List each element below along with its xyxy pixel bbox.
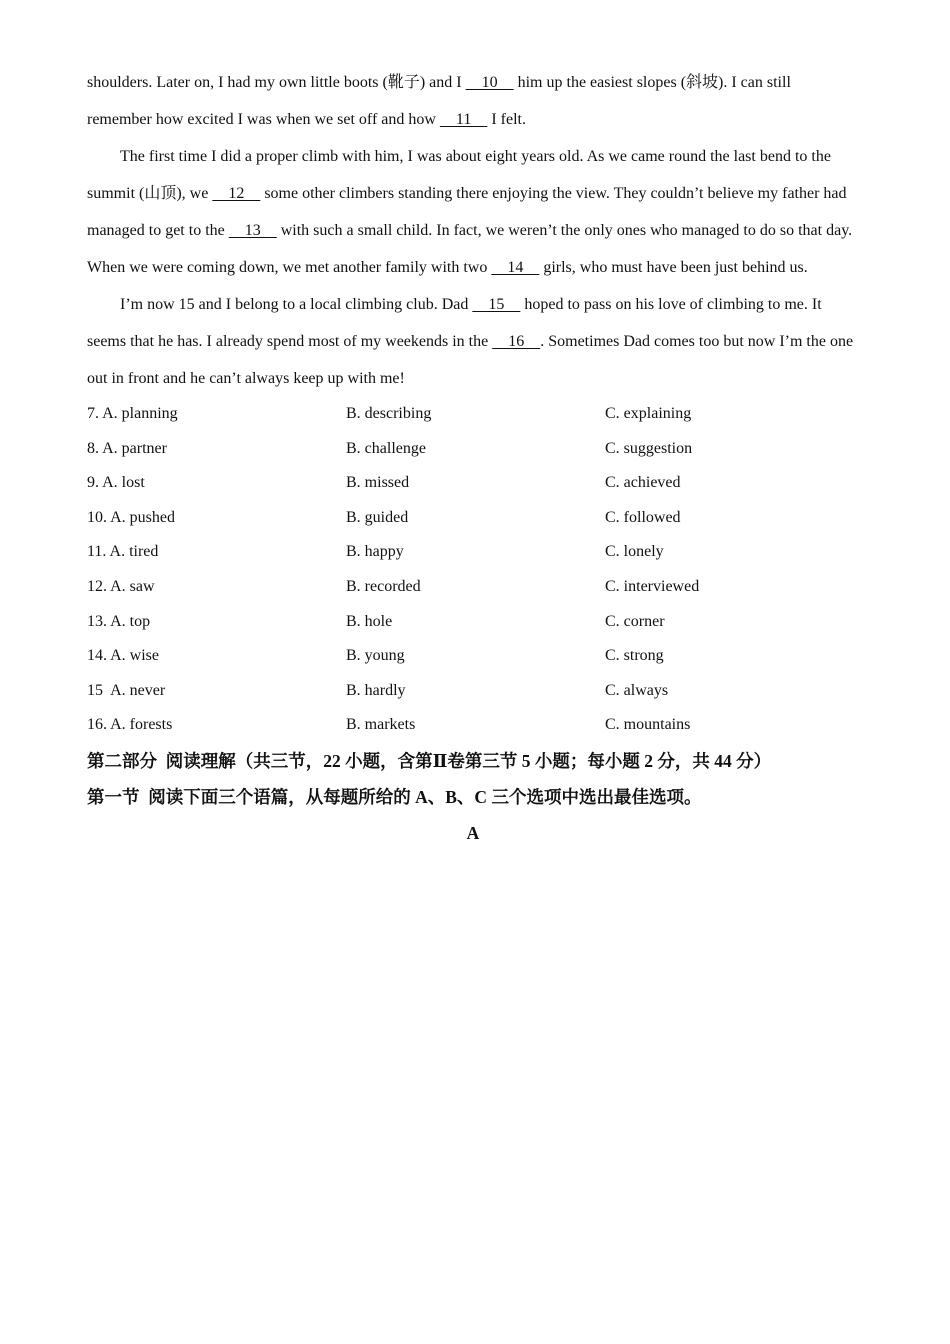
option-a: 8. A. partner bbox=[87, 439, 167, 457]
option-c: C. explaining bbox=[605, 405, 692, 422]
option-c: C. always bbox=[605, 681, 669, 699]
option-b: B. markets bbox=[346, 716, 416, 734]
option-a: 10. A. pushed bbox=[87, 508, 175, 526]
option-a: 16. A. forests bbox=[87, 716, 173, 734]
section-1-heading: 第一节 阅读下面三个语篇，从每题所给的 A、B、C 三个选项中选出最佳选项。 bbox=[87, 786, 702, 807]
option-a: 15 A. never bbox=[87, 681, 166, 699]
option-b: B. young bbox=[346, 647, 405, 665]
option-row-15 bbox=[87, 674, 859, 709]
option-c: C. achieved bbox=[605, 474, 681, 492]
option-c: C. lonely bbox=[605, 543, 664, 561]
blank-12: 12 bbox=[212, 185, 261, 202]
paragraph-3-text-1: I’m now 15 and I belong to a local climbing club. Dad bbox=[120, 296, 473, 313]
part-2-heading: 第二部分 阅读理解（共三节，22 小题，含第Ⅱ卷第三节 5 小题；每小题 2 分，共 44 分） bbox=[87, 750, 772, 771]
option-c: C. suggestion bbox=[605, 439, 693, 457]
option-b: B. describing bbox=[346, 405, 432, 422]
option-c: C. strong bbox=[605, 647, 664, 665]
option-b: B. recorded bbox=[346, 577, 421, 595]
blank-13: 13 bbox=[228, 222, 277, 239]
options-list bbox=[87, 397, 859, 743]
blank-16: 16 bbox=[492, 333, 541, 350]
option-row-7 bbox=[87, 397, 859, 432]
option-row-12 bbox=[87, 570, 859, 605]
option-b: B. missed bbox=[346, 474, 410, 492]
paragraph-1-text-1: shoulders. Later on, I had my own little boots (靴子) and I bbox=[87, 74, 466, 91]
option-c: C. mountains bbox=[605, 716, 691, 734]
option-row-16 bbox=[87, 708, 859, 743]
blank-15: 15 bbox=[472, 296, 521, 313]
paragraph-1-text-2: him up the easiest slopes (斜坡). I can still remember how excited I was when we set off and how bbox=[87, 74, 791, 128]
option-row-10 bbox=[87, 501, 859, 536]
option-b: B. hole bbox=[346, 612, 393, 630]
option-row-14 bbox=[87, 639, 859, 674]
option-a: 14. A. wise bbox=[87, 647, 159, 665]
paragraph-2-text-3: with such a small child. In fact, we weren’t the only ones who managed to do so that day. When we were coming down, we met another family with two bbox=[87, 222, 853, 276]
option-a: 13. A. top bbox=[87, 612, 151, 630]
option-c: C. interviewed bbox=[605, 577, 700, 595]
paragraph-3-text-3: . Sometimes Dad comes too but now I’m the one out in front and he can’t always keep up with me! bbox=[87, 333, 854, 387]
blank-11: 11 bbox=[439, 111, 488, 128]
option-row-13 bbox=[87, 605, 859, 640]
document-page bbox=[87, 64, 859, 851]
option-b: B. hardly bbox=[346, 681, 406, 699]
paragraph-3 bbox=[87, 286, 859, 397]
paragraph-1 bbox=[87, 64, 859, 138]
option-c: C. followed bbox=[605, 508, 681, 526]
option-b: B. challenge bbox=[346, 439, 426, 457]
paragraph-1-text-3: I felt. bbox=[487, 111, 526, 128]
paragraph-2-text-1: The first time I did a proper climb with him, I was about eight years old. As we came round the last bend to the summit (山顶), we bbox=[87, 148, 831, 202]
option-a: 11. A. tired bbox=[87, 543, 159, 561]
option-a: 12. A. saw bbox=[87, 577, 155, 595]
blank-14: 14 bbox=[491, 259, 540, 276]
paragraph-2 bbox=[87, 138, 859, 286]
paragraph-3-text-2: hoped to pass on his love of climbing to me. It seems that he has. I already spend most of my weekends in the bbox=[87, 296, 822, 350]
option-c: C. corner bbox=[605, 612, 665, 630]
blank-10: 10 bbox=[465, 74, 514, 91]
option-row-11 bbox=[87, 535, 859, 570]
option-b: B. guided bbox=[346, 508, 409, 526]
option-a: 9. A. lost bbox=[87, 474, 145, 492]
passage-a-label: A bbox=[466, 822, 480, 843]
option-b: B. happy bbox=[346, 543, 404, 561]
option-a: 7. A. planning bbox=[87, 405, 178, 422]
paragraph-2-text-2: some other climbers standing there enjoying the view. They couldn’t believe my father had managed to get to the bbox=[87, 185, 847, 239]
option-row-8 bbox=[87, 432, 859, 467]
paragraph-2-text-4: girls, who must have been just behind us. bbox=[539, 259, 808, 276]
option-row-9 bbox=[87, 466, 859, 501]
